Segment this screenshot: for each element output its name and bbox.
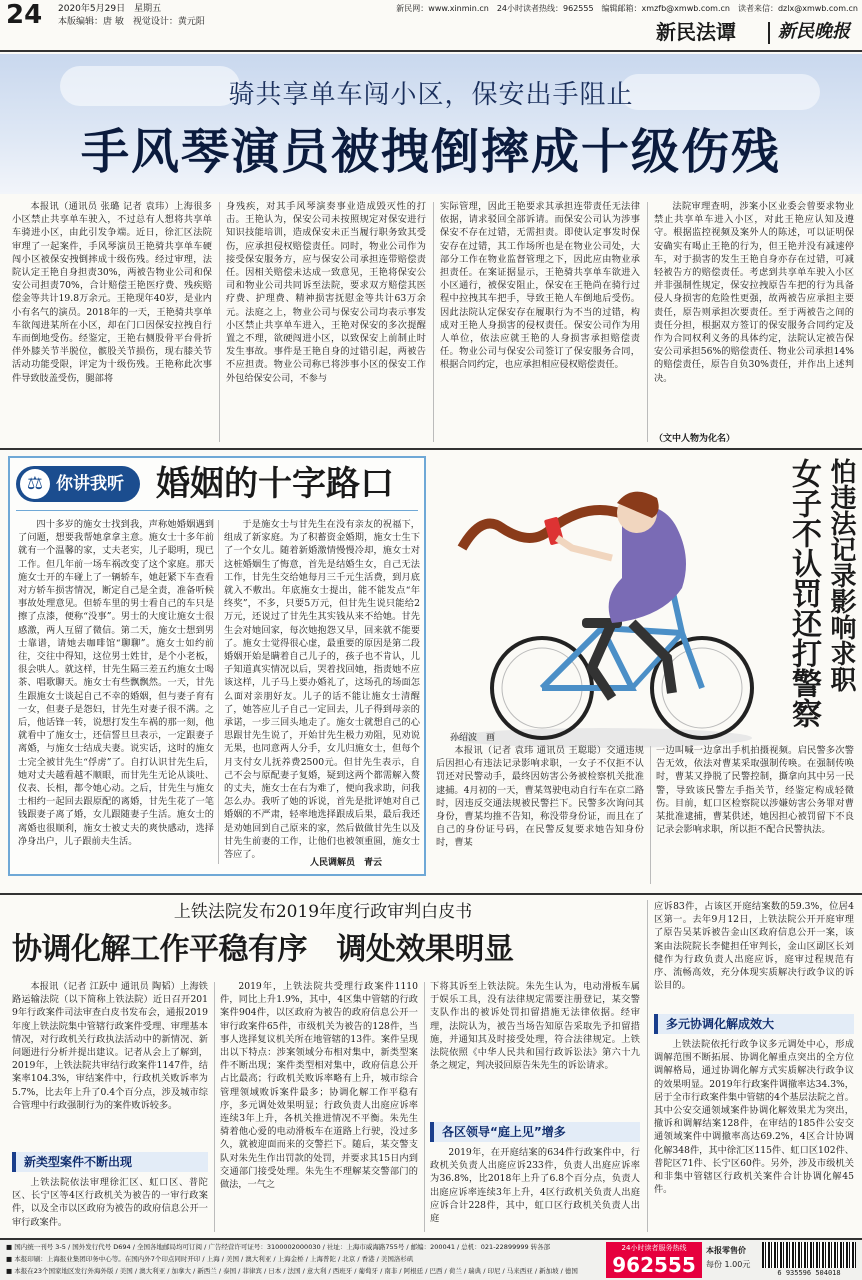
illustration	[432, 458, 776, 754]
top-story-col4: 法院审理查明，涉案小区业委会曾要求物业禁止共享单车进入小区，对此王艳应认知及遵守。根据监控视频及案外人的陈述，可以证明保安确实有喝止王艳的行为，但王艳并没有减速停车，对于损害的发生王艳自身亦存在过错，可减轻被告方的赔偿责任。考虑到共享单车驶入小区并非强制性规定，保安拉拽原告车把的行为具备侵人身损害的危险性更强，故两被告应承担主要责任，原告则承担次要责任。至于两被告之间的责任分担，根据双方签订的保安服务合同约定及作为合同权利义务的具体约定，法院认定被告保安公司承担56%的赔偿责任、物业公司承担14%的赔偿责任，原告自负30%责任，并作出上述判决。	[654, 201, 854, 384]
admin-headline: 协调化解工作平稳有序 调处效果明显	[12, 932, 514, 967]
admin-subhead-3: 多元协调化解成效大	[654, 1014, 854, 1034]
column-divider	[214, 982, 215, 1232]
marriage-box	[8, 456, 426, 876]
price-label: 本报零售价	[706, 1246, 746, 1255]
admin-col3b: 2019年，在开庭结案的634件行政案件中，行政机关负责人出庭应诉233件，负责人出庭应诉率为36.8%，比2018年上升了6.8个百分点，负责人出庭应诉率连续3年上升，4区行政机关负责人出庭应诉合计228件，其中，虹口区行政机关负责人出庭	[430, 1147, 640, 1225]
column-divider	[219, 202, 220, 442]
footer-line-2: ■ 本报印刷：上海报业集团印务中心等。在国内外7个印点同时开印 / 上海 / 美国 / 澳大利亚 / 上海金桥 / 上海普陀 / 北京 / 香港 / 美国洛杉矶	[6, 1255, 414, 1263]
admin-col4b: 上铁法院依托行政争议多元调处中心，形成调解范围不断拓展、协调化解重点突出的全方位调解格局，通过协调化解方式实质解决行政争议的效果明显。2019年行政案件调撤率达34.3%，居于全市行政案件集中管辖的4个基层法院之首。其中公安交通领域案件协调化解效果尤为突出，撤诉和调解结案128件，在审结的185件公安交通领域案件中调撤率高达69.2%，4区合计协调化解348件，其中徐汇区115件、虹口区102件、普陀区71件、长宁区60件。另外，涉及市级机关和非集中管辖区行政机关案件合计协调化解45件。	[654, 1039, 854, 1196]
traffic-subhead-text: 怕违法记录影响求职	[826, 458, 856, 692]
date-line: 2020年5月29日 星期五	[58, 4, 162, 14]
top-story-col1: 本报讯（通讯员 张璐 记者 袁玮）上海很多小区禁止共享单车驶入，不过总有人想将共享单车骑进小区，由此引发争端。近日，徐汇区法院审理了一起案件，手风琴演员王艳骑共享单车硬闯小区被保安拽倒摔成十级伤残。经过审理，法院认定王艳自身担责30%，两被告物业公司和保安公司担责70%，合计赔偿王艳医疗费、残疾赔偿金等共计19.8万余元。王艳现年40岁，是业内小有名气的演员。2018年的一天，王艳骑共享单车欲闯进某所在小区，却在门口因保安拉拽自行车而倒地受伤。经鉴定，王艳右侧股骨平台骨折伴外膝关节半脱位，髌股关节损伤，现右膝关节活动功能受限，评定为十级伤残。王艳称此次事件导致肢盖受伤，腿部将	[12, 201, 212, 384]
scales-icon: ⚖	[20, 469, 50, 499]
page-header	[0, 0, 862, 52]
header-rule	[0, 50, 862, 52]
footer-line-3: ■ 本报在23个国家地区发行外海外版 / 美国 / 澳大利亚 / 加拿大 / 新西兰 / 泰国 / 菲律宾 / 日本 / 法国 / 意大利 / 西班牙 / 葡萄牙 / 南非 / 阿根廷 / 巴西 / 荷兰 / 瑞典 / 印尼 / 马来西亚 / 新加坡 / 德国	[6, 1267, 578, 1275]
marriage-byline: 人民调解员 青云	[310, 858, 383, 868]
footer-line-1: ■ 国内统一刊号 3-5 / 国外发行代号 D694 / 全国各地邮局均可订阅 / 广告经营许可证号：3100002000030 / 社址：上海市威海路755号 / 邮编：200041 / 总机：021-22899999 转各部	[6, 1243, 551, 1251]
hotline-label: 24小时读者服务热线	[621, 1244, 687, 1252]
column-tag	[16, 466, 140, 502]
section-rule	[0, 448, 862, 450]
admin-col2: 2019年，上铁法院共受理行政案件1110件，同比上升1.9%，其中，4区集中管辖的行政案件904件，以区政府为被告的政府信息公开一审行政案件65件，市级机关为被告的128件，当事人选择复议机关所在地管辖的13件。案件呈现出以下特点：涉案领域分布相对集中，新类型案件不断出现；案件类型相对集中，政府信息公开占比最高；行政机关败诉率略有上升，城市综合管理领域败诉案件最多；协调化解工作平稳有序，多元调处效果明显；行政负责人出庭应诉率连续3年上升，各机关推进情况不平衡。朱先生骑着他心爱的电动滑板车在道路上行驶，没过多久，就被迎面而来的交警拦下。随后，某交警支队对朱先生作出罚款的处罚，并要求其15日内到交通部门接受处理。朱先生不理解某交警部门的做法，一气之	[220, 981, 418, 1191]
admin-subhead-1: 新类型案件不断出现	[12, 1152, 208, 1172]
admin-col1: 本报讯（记者 江跃中 通讯员 陶韬）上海铁路运输法院（以下简称上铁法院）近日召开2019年行政案件司法审查白皮书发布会，通报2019年度上铁法院集中管辖行政案件受理、审理基本情况，对行政机关行政执法活动中的新情况、新问题进行分析并提出建议。记者从会上了解到，2019年，上铁法院共审结行政案件1147件，结案率104.3%，审结案件中，行政机关败诉率为5.7%，比去年上升了0.4个百分点，涉及城市综合管理中行政强制行为的案件败诉较多。	[12, 981, 208, 1111]
marriage-headline: 婚姻的十字路口	[156, 464, 394, 504]
marriage-col2: 于是施女士与甘先生在没有亲友的祝福下，组成了新家庭。为了积蓄资金婚期，施女士生下了一个女儿。随着新婚激情慢慢冷却，施女士对这桩婚姻生了悔意，首先是结婚生女，自己无法工作，甘先生交给她每月三千元生活费，到月底就入不敷出。年底施女士提出，能不能发点“年终奖”，不多，只要5万元，但甘先生说只能给2万元，还说过了甘先生其实钱从来不给她。甘先生会对她回家，每次她抱怨又早，回来就不能要了。施女士觉得很心虚，最重要的原因是第二段婚姻开始是瞒着自己儿子的，孩子也不肯认，儿子知道真实情况以后，哭着找回她，指责她不应该这样，儿子马上要办婚礼了，这场孔的场面怎么面对亲朋好友。儿子的话不能让施女士清醒了，她答应儿子自己一定回去，儿子得到母亲的承诺，一步三回头地走了。施女士就想自己的心思跟甘先生说了，开始甘先生极力劝阻，见劝说无果，也同意两人分手，女儿归施女士，但每个月支付女儿抚养费2500元。但甘先生表示，自己不会与原配妻子复婚，疑到这两个都需解入赘的丈夫，施女士在右为难了，便向我求助，问我怎么办。我听了她的诉说，首先是批评她对自己婚姻的不严肃，轻率地选择跟成后果，最后我还是劝她回到自己原来的家，然后做做甘先生以及甘先生前妻的工作，让他们也被领重圆，施女士答应了。	[224, 519, 420, 861]
brand-logo: 新民晚报	[778, 21, 850, 42]
barcode-number: 6 935596 504018	[777, 1269, 841, 1277]
barcode	[762, 1242, 856, 1268]
top-story-signoff: （文中人物为化名）	[654, 434, 736, 444]
hotline-box	[606, 1242, 702, 1278]
admin-col3: 下将其诉至上铁法院。朱先生认为，电动滑板车属于娱乐工具，没有法律规定需要注册登记，某交警支队作出的被诉处罚扣留措施无法律依据。经审理，法院认为，被告当场告知原告采取先予扣留措施，并通知其及时接受处理，符合法律规定。上铁法院依照《中华人民共和国行政诉讼法》第六十九条之规定，判决驳回原告朱先生的诉讼请求。	[430, 981, 640, 1072]
traffic-headline	[784, 458, 820, 768]
admin-subhead-2: 各区领导“庭上见”增多	[430, 1122, 640, 1142]
column-divider	[218, 520, 219, 864]
top-headline: 手风琴演员被拽倒摔成十级伤残	[80, 124, 781, 180]
traffic-headline-text: 女子不认罚还打警察	[786, 458, 821, 728]
page-number: 24	[6, 0, 43, 30]
traffic-col2: 一边叫喊一边拿出手机拍摄视频。启民警多次警告无效，依法对曹某采取强制传唤。在强制传唤时，曹某又挣脱了民警控制，撕拿向其中另一民警，导致该民警左手指关节，经鉴定构成轻微伤。目前，虹口区检察院以涉嫌妨害公务罪对曹某批准逮捕，曹某供述，她因担心被罚留下不良记录会影响求职，所以拒不配合民警执法。	[656, 745, 854, 836]
admin-col4: 应诉83件，占该区开庭结案数的59.3%，位居4区第一。去年9月12日，上铁法院公开开庭审理了原告吴某诉被告金山区政府信息公开一案，该案由法院院长李健担任审判长，金山区副区长刘健作为行政负责人出庭应诉，庭审过程规范有序、流畅高效，充分体现实质解决行政争议的诉讼目的。	[654, 901, 854, 992]
editors-line: 本版编辑：唐 敏 视觉设计：黄元阳	[58, 17, 205, 27]
column-divider	[424, 982, 425, 1232]
top-story-banner	[0, 54, 862, 194]
column-tag-label: 你讲我听	[56, 474, 124, 494]
top-story-col3: 实际管理，因此王艳要求其承担连带责任无法律依据，请求驳回全部诉请。而保安公司认为涉事保安不存在过错，无需担责。即使认定事发时保安存在过错，其工作场所也是在物业公司处，大部分工作在物业监督管理之下，因此应由物业承担责任。在案证据显示，王艳骑共享单车欲进入小区通行，被保安阻止，保安在王艳尚在骑行过程中拉拽其车把手，导致王艳人车倒地后受伤。因此法院认定保安存在履职行为不当的过错，构成对王艳人身损害的侵权责任。保安公司作为用人单位，依法应就王艳的人身损害承担赔偿责任。物业公司与保安公司签订了保安服务合同，根据合同约定，也应承担相应侵权赔偿责任。	[440, 201, 640, 371]
traffic-subhead	[822, 458, 856, 768]
price-value: 每份 1.00元	[706, 1260, 751, 1269]
section-rule	[0, 893, 862, 895]
traffic-col1: 本报讯（记者 袁玮 通讯员 王聪聪）交通违规后因担心有违法记录影响求职，一女子不仅拒不认罚还对民警动手，最终因妨害公务被检察机关批准逮捕。4月初的一天，曹某驾驶电动自行车在京二路时，因违反交通法规被民警拦下。民警多次询问其身份，曹某均推不告知，称没带身份证，而且在了自己的身份证号码，在民警反复要求她告知身份时，曹某	[436, 745, 644, 849]
section-title: 新民法谭	[656, 20, 736, 44]
hotline-number: 962555	[612, 1253, 696, 1277]
section-divider	[768, 22, 770, 44]
contact-line: 新民网：www.xinmin.cn 24小时读者热线：962555 编辑邮箱：xmzfb@xmwb.com.cn 读者来信：dzlx@xmwb.com.cn	[396, 4, 858, 13]
column-divider	[647, 900, 648, 1232]
top-story-col2: 身残疾，对其手风琴演奏事业造成毁灭性的打击。王艳认为，保安公司未按照规定对保安进行知识技能培训，造成保安未正当履行职务致其受伤，应承担侵权赔偿责任。同时，物业公司作为接受保安服务方，应与保安公司承担连带赔偿责任。因相关赔偿未达成一致意见，王艳将保安公司和物业公司共同诉至法院，要求双方赔偿其医疗费、护理费、精神损害抚慰金等共计63万余元。法庭之上，物业公司与保安公司均表示事发小区禁止共享单车进入，王艳对保安的多次提醒置之不理，欲硬闯进小区，以致保安上前制止时发生事故。事件是王艳自身的过错引起，两被告不应担责。物业公司称已将涉事小区的保安工作外包给保安公司，不参与	[226, 201, 426, 384]
column-divider	[650, 746, 651, 884]
column-divider	[433, 202, 434, 442]
column-divider	[647, 202, 648, 442]
page-footer	[0, 1240, 862, 1280]
cyclist-illustration	[432, 458, 776, 754]
admin-col1b: 上铁法院依法审理徐汇区、虹口区、普陀区、长宁区等4区行政机关为被告的一审行政案件，以及全市以区政府为被告的政府信息公开一审行政案件。	[12, 1177, 208, 1228]
headline-underline	[16, 510, 418, 511]
marriage-col1: 四十多岁的施女士找到我，声称她婚姻遇到了问题，想要我帮她拿拿主意。施女士十多年前就有一个温馨的家，丈夫老实，儿子聪明，现已工作。但几年前一场车祸改变了这个家庭。那天施女士开的车碰上了一辆轿车，她赶紧下车查看对方轿车损害情况，断定自己是全责，准备听候事故处理意见。但轿车里的男士看自己的车只是擦了点漆，便称“没事”。男士的大度让施女士很感激，两人互留了微信。第二天，施女士想到男士靠谱，请她去咖啡馆“聊聊”。施女士如约前往，交往中得知，这位男士姓甘，是个小老板，很会哄人。就这样，甘先生隔三差五约施女士喝茶、唱歌聊天。施女士有些飘飘然。一天，甘先生跟施女士谈起自己不幸的婚姻，但与妻子育有一女，但妻子是怨妇，甘先生对妻子很不满。之后，他话锋一转，说想打发生车祸的那一刻，他就看中了施女士，还信誓旦旦表示，一定跟妻子离婚，与施女士结成夫妻。说实话，这时的施女士完全被甘先生“俘虏”了。自打认识甘先生后，她对丈夫越看越不顺眼，而甘先生无论从谈吐、仪表、长相，都令她心动。之后，甘先生与施女士相约一起回去跟原配的离婚，甘先生花了一笔钱跟妻子离了婚，女儿跟随妻子生活。施女士的离婚也很顺利，施女士被丈夫的爽快感动，选择净身出户，儿子跟前夫生活。	[18, 519, 214, 847]
top-kicker: 骑共享单车闯小区，保安出手阻止	[228, 80, 634, 110]
admin-kicker: 上铁法院发布2019年度行政审判白皮书	[173, 902, 473, 922]
illustrator-credit: 孙绍波 画	[450, 733, 496, 743]
